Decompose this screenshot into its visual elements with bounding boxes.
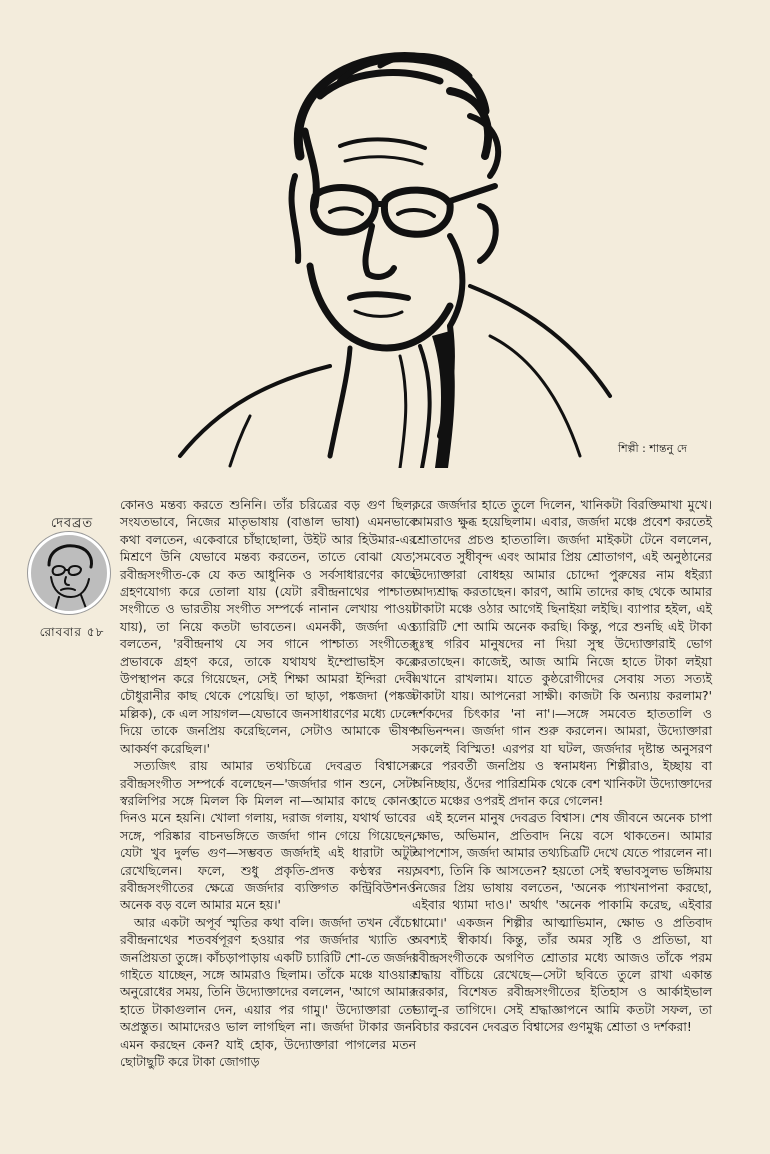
paragraph: আর একটা অপূর্ব স্মৃতির কথা বলি। জর্জদা তখন বেঁচে। রবীন্দ্রনাথের শতবর্ষপূরণ হওয়ার পর জর্জদার খ্যাতি ও জনপ্রিয়তা তুঙ্গে। কাঁচড়াপাড়ায় একটি চ্যারিটি শো-তে জর্জদা গাইতে যাচ্ছেন, সঙ্গে আমরাও ছিলাম। তাঁকে মঞ্চে যাওয়ার অনুরোধের সময়, তিনি উদ্যোক্তাদের বললেন, 'আগে আমার হাতে টাকাগুলান দেন, এয়ার পর গামু।' উদ্যোক্তারা তো অপ্রস্তুত। আমাদেরও ভাল লাগছিল না। জর্জদা টাকার জন্য এমন করছেন কেন? যাই হোক, উদ্যোক্তারা পাগলের মতন ছোটাছুটি করে টাকা জোগাড় xyxy=(120,914,416,1069)
badge-portrait xyxy=(28,532,110,614)
paragraph: কোনও মন্তব্য করতে শুনিনি। তাঁর চরিত্রের বড় গুণ ছিল, সংযতভাবে, নিজের মাতৃভাষায় (বাঙাল ভাষা) এমনভাবে কথা বলতেন, একেবারে চাঁছাছোলা, উইট আর হিউমার-এর মিশ্রণে উনি যেভাবে মন্তব্য করতেন, তাতে বোঝা যেত, রবীন্দ্রসংগীত-কে যে কত আধুনিক ও সর্বসাধারণের কাছে গ্রহণযোগ্য করে তোলা যায় (যেটা রবীন্দ্রনাথের পাশ্চাত্য সংগীতে ও ভারতীয় সংগীত সম্পর্কে নানান লেখায় পাওয়া যায়), তা নিয়ে কতটা ভাবতেন। এমনকী, জর্জদা এও বলতেন, 'রবীন্দ্রনাথ যে সব গানে পাশ্চাত্য সংগীতের প্রভাবকে গ্রহণ করে, তাকে যথাযথ ইম্প্রোভাইস করে উপস্থাপন করে গিয়েছেন, সেই শিক্ষা আমরা ইন্দিরা দেবী চৌধুরানীর কাছ থেকে পেয়েছি। তা ছাড়া, পঙ্কজদা (পঙ্কজ মল্লিক), কে এল সায়গল—যেভাবে জনসাধারণের মধ্যে ঢেলে দিয়ে তাকে জনপ্রিয় করেছিলেন, সেটাও আমাকে ভীষণ আকর্ষণ করেছিল।' xyxy=(120,497,416,756)
article-column-right xyxy=(412,496,712,1036)
badge-portrait-icon xyxy=(31,535,107,611)
column-badge xyxy=(22,514,114,642)
paragraph: এই হলেন মানুষ দেবব্রত বিশ্বাস। শেষ জীবনে অনেক চাপা ক্ষোভ, অভিমান, প্রতিবাদ নিয়ে বসে থাকতেন। আমার আপশোস, জর্জদা আমার তথ্যচিত্রটি দেখে যেতে পারলেন না। অবশ্য, তিনি কি আসতেন? হয়তো সেই স্বভাবসুলভ ভঙ্গিমায় নিজের প্রিয় ভাষায় বলতেন, 'অনেক প্যাখনাপনা করছো, এইবার থ্যামা দাও।' অর্থাৎ 'অনেক পাকামি করেছ, এইবার থামো।' একজন শিল্পীর আত্মাভিমান, ক্ষোভ ও প্রতিবাদ অবশ্যই স্বীকার্য। কিন্তু, তাঁর অমর সৃষ্টি ও প্রতিভা, যা রবীন্দ্রসংগীতকে অগণিত শ্রোতার মধ্যে আজও তাঁকে পরম শ্রদ্ধায় বাঁচিয়ে রেখেছে—সেটা ছবিতে তুলে রাখা একান্ত দরকার, বিশেষত রবীন্দ্রসংগীতের ইতিহাস ও আর্কাইভাল ভ্যালু-র তাগিদে। সেই শ্রদ্ধাজ্ঞাপনে আমি কতটা সফল, তা বিচার করবেন দেবব্রত বিশ্বাসের গুণমুগ্ধ শ্রোতা ও দর্শকরা! xyxy=(412,810,712,1035)
badge-footer: রোববার ৫৮ xyxy=(39,625,105,639)
portrait-sketch-illustration xyxy=(150,36,620,468)
paragraph: করে জর্জদার হাতে তুলে দিলেন, খানিকটা বিরক্তিমাখা মুখে। আমরাও ক্ষুব্ধ হয়েছিলাম। এবার, জর্জদা মঞ্চে প্রবেশ করতেই শ্রোতাদের প্রচণ্ড হাততালি। জর্জদা মাইকটা টেনে বললেন, 'সমবেত সুধীবৃন্দ এবং আমার প্রিয় শ্রোতাগণ, এই অনুষ্ঠানের উদ্যোক্তারা বোধহয় আমার চোদ্দো পুরুষের নাম ধইর‍্যা আদ্যশ্রাদ্ধ করতাছেন। কারণ, আমি তাদের কাছ থেকে আমার টাকাটা মঞ্চে ওঠার আগেই ছিনাইয়া লইছি। ব্যাপার হইল, এই চ্যারিটি শো আমি অনেক করছি। কিন্তু, পরে শুনছি এই টাকা দুঃস্থ গরিব মানুষদের না দিয়া সুস্থ উদ্যোক্তারাই ভোগ করতাছেন। কাজেই, আজ আমি নিজে হাতে টাকা লইয়া এখানে রাখলাম। যাতে কুষ্ঠরোগীদের সেবায় সত্য সত্যই টাকাটা যায়। আপনেরা সাক্ষী। কাজটা কি অন্যায় করলাম?' দর্শকদের চিৎকার 'না না'।—সঙ্গে সমবেত হাততালি ও অভিনন্দন। জর্জদা গান শুরু করলেন। আমরা, উদ্যোক্তারা সকলেই বিস্মিত! এরপর যা ঘটল, জর্জদার দৃষ্টান্ত অনুসরণ করে পরবর্তী জনপ্রিয় ও স্বনামধন্য শিল্পীরাও, ইচ্ছায় বা অনিচ্ছায়, ওঁদের পারিশ্রমিক থেকে বেশ খানিকটা উদ্যোক্তাদের হাতে মঞ্চের ওপরই প্রদান করে গেলেন! xyxy=(412,497,712,808)
article-column-left xyxy=(120,496,416,1070)
badge-title: দেবব্রত xyxy=(50,516,94,531)
paragraph: সত্যজিৎ রায় আমার তথ্যচিত্রে দেবব্রত বিশ্বাসের রবীন্দ্রসংগীত সম্পর্কে বলেছেন—'জর্জদার গান শুনে, সেটা স্বরলিপির সঙ্গে মিলল কি মিলল না—আমার কাছে কোনও দিনও মনে হয়নি। খোলা গলায়, দরাজ গলায়, যথার্থ ভাবের সঙ্গে, পরিষ্কার বাচনভঙ্গিতে জর্জদা গান গেয়ে গিয়েছেন, যেটা খুব দুর্লভ গুণ—সম্ভবত জর্জদাই এই ধারাটা অটুট রেখেছিলেন। ফলে, শুধু প্রকৃতি-প্রদত্ত কণ্ঠস্বর নয়, রবীন্দ্রসংগীতের ক্ষেত্রে জর্জদার ব্যক্তিগত কন্ট্রিবিউশনও অনেক বড় বলে আমার মনে হয়।' xyxy=(120,758,416,913)
illustration-credit: শিল্পী : শান্তনু দে xyxy=(618,442,687,455)
